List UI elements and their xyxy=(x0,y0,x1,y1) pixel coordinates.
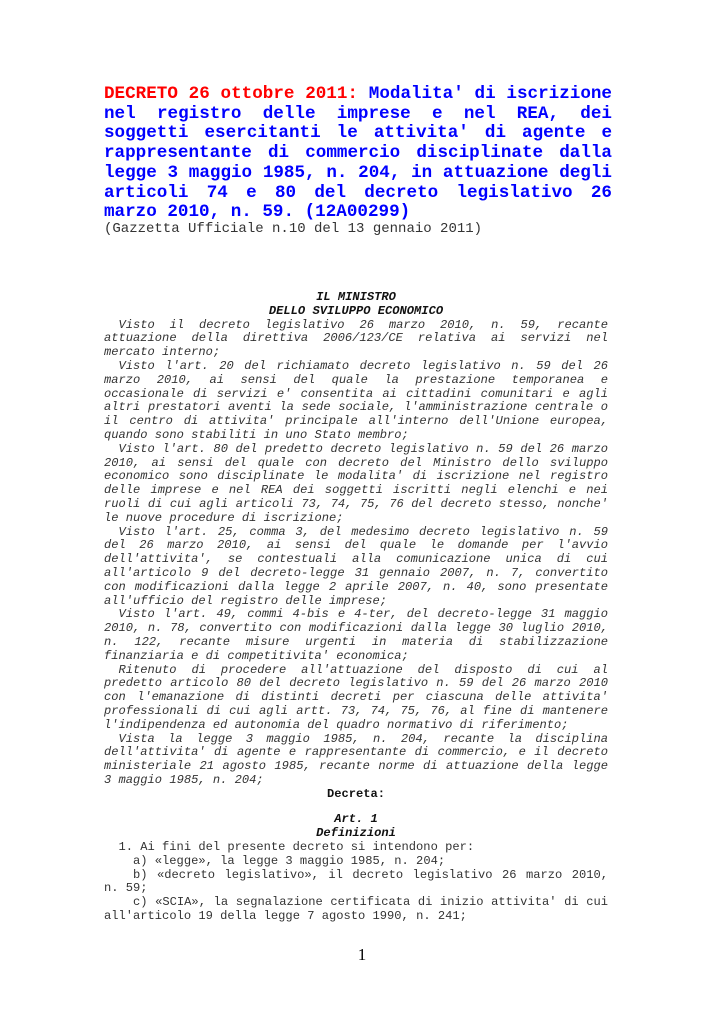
title-line: legge 3 maggio 1985, n. 204, in attuazione degli xyxy=(104,162,612,183)
preamble-line: 2010, n. 78, convertito con modificazioni dalla legge 30 luglio 2010, xyxy=(104,621,608,636)
definition-item xyxy=(104,855,608,869)
preamble-line: attuazione della direttiva 2006/123/CE relativa ai servizi nel xyxy=(104,331,608,346)
preamble-line: le nuove procedure di iscrizione; xyxy=(104,510,344,525)
preamble-line: dell'attivita', se contestuali alla comunicazione unica di cui xyxy=(104,552,608,567)
definitions-list xyxy=(104,855,608,924)
preamble-line: ministeriale 21 agosto 1985, recante norme di attuazione della legge xyxy=(104,759,608,774)
definition-item xyxy=(104,896,608,924)
preamble-line: ruoli di cui agli articoli 73, 74, 75, 76 del decreto stesso, nonche' xyxy=(104,496,608,511)
preamble-line: Visto l'art. 80 del predetto decreto legislativo n. 59 del 26 marzo xyxy=(118,441,608,456)
preamble-line: n. 122, recante misure urgenti in materia di stabilizzazione xyxy=(104,634,608,649)
authority-line-1: IL MINISTRO xyxy=(316,290,396,304)
preamble-line: Vista la legge 3 maggio 1985, n. 204, recante la disciplina xyxy=(118,731,608,746)
preamble xyxy=(104,319,608,788)
decree-title xyxy=(104,85,612,223)
preamble-line: delle imprese e nel REA dei soggetti iscritti negli elenchi e nei xyxy=(104,483,608,498)
preamble-line: Ritenuto di procedere all'attuazione del disposto di cui al xyxy=(118,662,608,677)
article-heading: Definizioni xyxy=(316,826,396,841)
definition-line: all'articolo 19 della legge 7 agosto 1990, n. 241; xyxy=(104,909,467,924)
page-number: 1 xyxy=(357,945,367,964)
preamble-paragraph xyxy=(104,319,608,360)
preamble-line: marzo 2010, ai sensi del quale la prestazione temporanea e xyxy=(104,372,608,387)
gazzetta-reference: (Gazzetta Ufficiale n.10 del 13 gennaio 2011) xyxy=(104,221,483,237)
preamble-line: predetto articolo 80 del decreto legislativo n. 59 del 26 marzo 2010 xyxy=(104,676,608,691)
article-number: Art. 1 xyxy=(334,812,378,827)
preamble-line: finanziaria e di competitivita' economica; xyxy=(104,648,409,663)
preamble-line: con l'emanazione di distinti decreti per ciascuna delle attivita' xyxy=(104,690,608,705)
preamble-paragraph xyxy=(104,360,608,443)
preamble-line: con modificazioni dalla legge 2 aprile 2007, n. 40, sono presentate xyxy=(104,579,608,594)
preamble-line: Visto l'art. 25, comma 3, del medesimo decreto legislativo n. 59 xyxy=(118,524,608,539)
definition-line: b) «decreto legislativo», il decreto legislativo 26 marzo 2010, xyxy=(133,867,608,882)
preamble-line: 3 maggio 1985, n. 204; xyxy=(104,772,264,787)
preamble-line: il centro di attivita' principale all'interno dell'Unione europea, xyxy=(104,414,608,429)
decree-date: DECRETO 26 ottobre 2011: xyxy=(104,84,358,104)
preamble-paragraph xyxy=(104,443,608,526)
title-line: marzo 2010, n. 59. (12A00299) xyxy=(104,202,411,223)
preamble-line: mercato interno; xyxy=(104,345,221,360)
decreta-heading: Decreta: xyxy=(326,786,386,801)
preamble-line: all'ufficio del registro delle imprese; xyxy=(104,593,388,608)
title-line: soggetti esercitanti le attivita' di agente e xyxy=(104,123,612,144)
preamble-line: Visto l'art. 20 del richiamato decreto legislativo n. 59 del 26 xyxy=(118,358,608,373)
preamble-line: altri prestatori aventi la sede sociale, l'amministrazione centrale o xyxy=(104,400,608,415)
definition-line: a) «legge», la legge 3 maggio 1985, n. 204; xyxy=(133,853,446,868)
preamble-line: dell'attivita' di agente e rappresentante di commercio, e il decreto xyxy=(104,745,608,760)
document-body xyxy=(104,291,608,924)
definition-line: n. 59; xyxy=(104,881,148,896)
preamble-line: occasionale di servizi e' consentita ai cittadini comunitari e agli xyxy=(104,386,608,401)
preamble-line: economico sono disciplinate le modalita' di iscrizione nel registro xyxy=(104,469,608,484)
title-line xyxy=(104,85,612,105)
preamble-paragraph xyxy=(104,608,608,663)
definition-item xyxy=(104,869,608,897)
title-line: articoli 74 e 80 del decreto legislativo 26 xyxy=(104,182,612,203)
title-line: rappresentante di commercio disciplinate dalla xyxy=(104,143,612,164)
authority-line-2: DELLO SVILUPPO ECONOMICO xyxy=(268,303,444,318)
preamble-line: Visto il decreto legislativo 26 marzo 2010, n. 59, recante xyxy=(118,317,608,332)
title-text: Modalita' di iscrizione xyxy=(368,84,612,104)
preamble-line: all'articolo 9 del decreto-legge 31 gennaio 2007, n. 7, convertito xyxy=(104,565,608,580)
preamble-line: quando sono stabiliti in uno Stato membro; xyxy=(104,427,409,442)
preamble-line: 2010, ai sensi del quale con decreto del Ministro dello sviluppo xyxy=(104,455,608,470)
preamble-paragraph xyxy=(104,526,608,609)
preamble-line: professionali di cui agli artt. 73, 74, 75, 76, al fine di mantenere xyxy=(104,703,608,718)
preamble-paragraph xyxy=(104,664,608,733)
preamble-paragraph xyxy=(104,733,608,788)
preamble-line: del 26 marzo 2010, ai sensi del quale le domande per l'avvio xyxy=(104,538,608,553)
article-intro: 1. Ai fini del presente decreto si intendono per: xyxy=(118,840,475,855)
preamble-line: Visto l'art. 49, commi 4-bis e 4-ter, del decreto-legge 31 maggio xyxy=(118,607,608,622)
title-line: nel registro delle imprese e nel REA, dei xyxy=(104,103,612,124)
definition-line: c) «SCIA», la segnalazione certificata di inizio attivita' di cui xyxy=(133,895,608,910)
preamble-line: l'indipendenza ed autonomia del quadro normativo di riferimento; xyxy=(104,717,569,732)
